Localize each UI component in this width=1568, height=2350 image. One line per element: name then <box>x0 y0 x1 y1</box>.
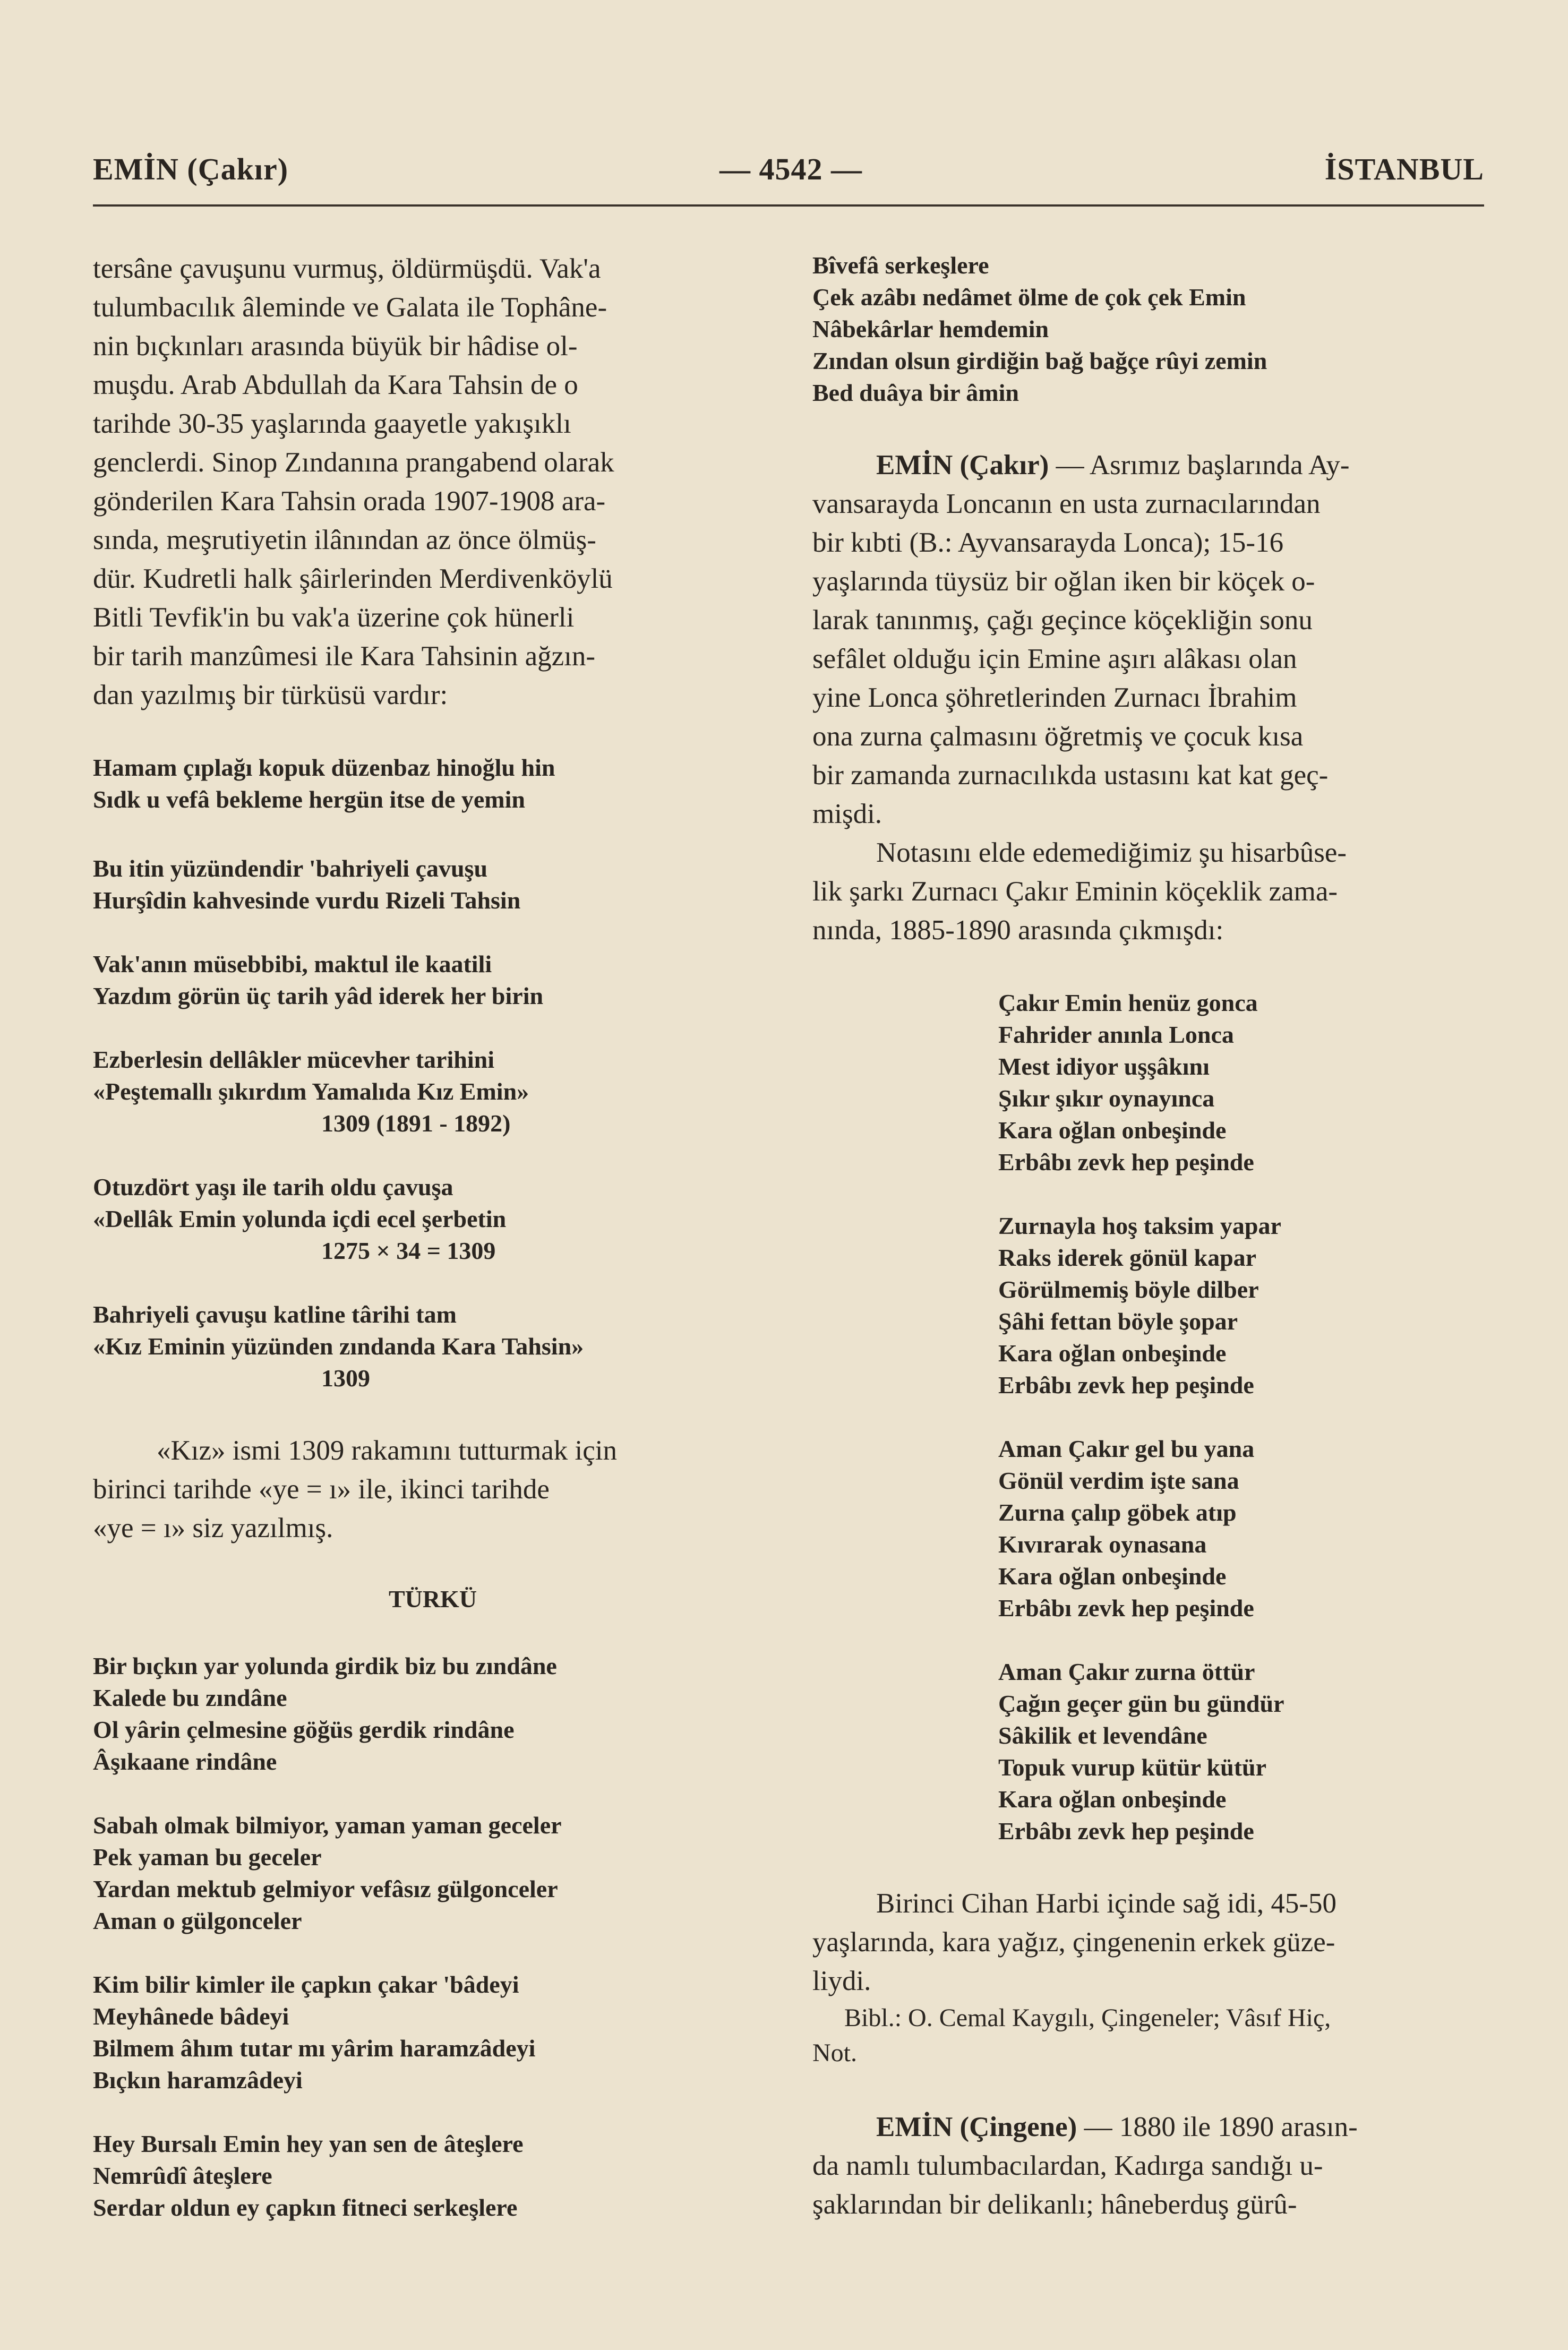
text-line: tarihde 30-35 yaşlarında gaayetle yakışıklı <box>93 408 571 439</box>
text-line: bir kıbti (B.: Ayvansarayda Lonca); 15-16 <box>812 527 1284 558</box>
turku-title: TÜRKÜ <box>388 1585 477 1613</box>
song-stanza <box>998 1210 1487 1401</box>
text-line: tulumbacılık âleminde ve Galata ile Tophâne- <box>93 292 607 323</box>
verse-line: Erbâbı zevk hep peşinde <box>998 1148 1254 1176</box>
text-line: tersâne çavuşunu vurmuş, öldürmüşdü. Vak'a <box>93 253 601 284</box>
verse-line: Vak'anın müsebbibi, maktul ile kaatili <box>93 950 492 977</box>
verse-line: Çakır Emin henüz gonca <box>998 989 1258 1016</box>
verse-line: Aman o gülgonceler <box>93 1907 302 1934</box>
text-line: nında, 1885-1890 arasında çıkmışdı: <box>812 915 1224 946</box>
verse-line: Bed duâya bir âmin <box>812 379 1019 406</box>
text-line: — 1880 ile 1890 arasın- <box>1084 2112 1358 2142</box>
verse-line: Hamam çıplağı kopuk düzenbaz hinoğlu hin <box>93 754 555 781</box>
text-line: mişdi. <box>812 799 882 829</box>
closing-paragraph <box>812 1884 1487 2001</box>
verse-line: Şâhi fettan böyle şopar <box>998 1308 1238 1335</box>
poem-stanza <box>93 853 773 916</box>
turku-stanza <box>93 2128 773 2224</box>
verse-line: Zurna çalıp göbek atıp <box>998 1499 1237 1526</box>
text-line: Birinci Cihan Harbi içinde sağ idi, 45-50 <box>876 1888 1336 1919</box>
verse-line: Yardan mektub gelmiyor vefâsız gülgonceler <box>93 1875 558 1902</box>
turku-stanza <box>93 1809 773 1937</box>
poem-stanza <box>93 1171 773 1267</box>
text-line: nin bıçkınları arasında büyük bir hâdise ol- <box>93 331 578 362</box>
text-line: gönderilen Kara Tahsin orada 1907-1908 ara- <box>93 486 606 517</box>
verse-line: Zından olsun girdiğin bağ bağçe rûyi zemin <box>812 347 1267 374</box>
poem-stanza <box>93 1044 773 1139</box>
verse-line: «Kız Eminin yüzünden zındanda Kara Tahsin» <box>93 1333 584 1360</box>
entry-heading: EMİN (Çingene) <box>876 2112 1077 2142</box>
song-stanza <box>998 1433 1487 1624</box>
verse-line: Erbâbı zevk hep peşinde <box>998 1594 1254 1622</box>
header-section: İSTANBUL <box>1324 152 1484 186</box>
poem-stanza <box>93 752 773 816</box>
verse-line: Âşıkaane rindâne <box>93 1748 277 1775</box>
text-line: dan yazılmış bir türküsü vardır: <box>93 680 448 710</box>
text-line: larak tanınmış, çağı geçince köçekliğin sonu <box>812 605 1313 636</box>
turku-stanza <box>93 1969 773 2096</box>
entry-heading: EMİN (Çakır) <box>876 450 1049 481</box>
verse-line: Gönül verdim işte sana <box>998 1467 1239 1494</box>
verse-line: Kalede bu zındâne <box>93 1684 287 1711</box>
text-line: Notasını elde edemediğimiz şu hisarbûse- <box>876 837 1347 868</box>
verse-line: Erbâbı zevk hep peşinde <box>998 1817 1254 1845</box>
verse-line: Ezberlesin dellâkler mücevher tarihini <box>93 1046 494 1073</box>
text-line: Bitli Tevfik'in bu vak'a üzerine çok hünerli <box>93 602 575 633</box>
verse-line: Hurşîdin kahvesinde vurdu Rizeli Tahsin <box>93 887 521 914</box>
verse-line: «Peştemallı şıkırdım Yamalıda Kız Emin» <box>93 1078 529 1105</box>
verse-line: Meyhânede bâdeyi <box>93 2003 289 2030</box>
verse-line: Çek azâbı nedâmet ölme de çok çek Emin <box>812 284 1246 311</box>
text-line: sefâlet olduğu için Emine aşırı alâkası olan <box>812 644 1297 674</box>
turku-continuation <box>812 250 1487 409</box>
verse-line: Zurnayla hoş taksim yapar <box>998 1212 1281 1239</box>
text-line: lik şarkı Zurnacı Çakır Eminin köçeklik zama- <box>812 876 1338 907</box>
song-stanza <box>998 1656 1487 1847</box>
chronogram-date: 1309 <box>321 1365 370 1392</box>
verse-line: Pek yaman bu geceler <box>93 1843 322 1871</box>
verse-line: Sâkilik et levendâne <box>998 1722 1207 1749</box>
text-line: bir zamanda zurnacılıkda ustasını kat kat geç- <box>812 760 1329 791</box>
verse-line: Bu itin yüzündendir 'bahriyeli çavuşu <box>93 855 488 882</box>
text-line: liydi. <box>812 1966 871 1996</box>
turku-poem <box>93 1650 773 2224</box>
verse-line: Yazdım görün üç tarih yâd iderek her birin <box>93 982 544 1009</box>
verse-line: Sabah olmak bilmiyor, yaman yaman geceler <box>93 1812 562 1839</box>
text-line: genclerdi. Sinop Zındanına prangabend olarak <box>93 447 614 478</box>
turku-stanza <box>93 1650 773 1778</box>
right-column <box>812 250 1487 2224</box>
verse-line: Ol yârin çelmesine göğüs gerdik rindâne <box>93 1716 515 1743</box>
verse-line: Bıçkın haramzâdeyi <box>93 2066 303 2094</box>
verse-line: Hey Bursalı Emin hey yan sen de âteşlere <box>93 2130 524 2157</box>
text-line: da namlı tulumbacılardan, Kadırga sandığı u- <box>812 2150 1323 2181</box>
text-line: yaşlarında, kara yağız, çingenenin erkek güze- <box>812 1927 1335 1958</box>
verse-line: Topuk vurup kütür kütür <box>998 1754 1267 1781</box>
text-line: Not. <box>812 2039 857 2067</box>
text-line: dür. Kudretli halk şâirlerinden Merdivenköylü <box>93 563 613 594</box>
verse-line: Fahrider anınla Lonca <box>998 1021 1234 1048</box>
text-line: — Asrımız başlarında Ay- <box>1056 450 1350 481</box>
verse-line: Nâbekârlar hemdemin <box>812 315 1049 342</box>
verse-line: Çağın geçer gün bu gündür <box>998 1690 1284 1717</box>
text-line: «ye = ı» siz yazılmış. <box>93 1513 333 1543</box>
text-line: yine Lonca şöhretlerinden Zurnacı İbrahim <box>812 682 1297 713</box>
running-header <box>93 151 1484 199</box>
verse-line: Kara oğlan onbeşinde <box>998 1563 1227 1590</box>
header-entry-title: EMİN (Çakır) <box>93 152 289 186</box>
verse-line: Kara oğlan onbeşinde <box>998 1340 1227 1367</box>
text-line: muşdu. Arab Abdullah da Kara Tahsin de o <box>93 370 578 400</box>
intro-paragraph <box>93 250 773 715</box>
verse-line: Şıkır şıkır oynayınca <box>998 1085 1215 1112</box>
verse-line: Bir bıçkın yar yolunda girdik biz bu zındâne <box>93 1652 557 1679</box>
text-line: şaklarından bir delikanlı; hâneberduş gürû- <box>812 2189 1297 2220</box>
verse-line: Bahriyeli çavuşu katline târihi tam <box>93 1301 457 1328</box>
verse-line: Görülmemiş böyle dilber <box>998 1276 1259 1303</box>
verse-line: Mest idiyor uşşâkını <box>998 1053 1210 1080</box>
verse-line: Bilmem âhım tutar mı yârim haramzâdeyi <box>93 2035 536 2062</box>
text-line: birinci tarihde «ye = ı» ile, ikinci tarihde <box>93 1474 550 1505</box>
text-line: bir tarih manzûmesi ile Kara Tahsinin ağzın- <box>93 641 596 672</box>
text-line: yaşlarında tüysüz bir oğlan iken bir köçek o- <box>812 566 1315 597</box>
verse-line: Sıdk u vefâ bekleme hergün itse de yemin <box>93 786 525 813</box>
verse-line: Aman Çakır zurna öttür <box>998 1658 1255 1685</box>
poem-stanza <box>93 948 773 1012</box>
verse-line: Raks iderek gönül kapar <box>998 1244 1257 1271</box>
verse-line: Nemrûdî âteşlere <box>93 2162 272 2189</box>
verse-line: Kara oğlan onbeşinde <box>998 1117 1227 1144</box>
verse-line: Otuzdört yaşı ile tarih oldu çavuşa <box>93 1173 453 1200</box>
verse-line: Aman Çakır gel bu yana <box>998 1435 1255 1462</box>
verse-line: Bîvefâ serkeşlere <box>812 252 989 279</box>
chronogram-date: 1309 (1891 - 1892) <box>321 1110 511 1137</box>
song-lyrics <box>812 987 1487 1847</box>
song-stanza <box>998 987 1487 1178</box>
chronogram-date: 1275 × 34 = 1309 <box>321 1237 496 1264</box>
entry-emin-cakir <box>812 446 1487 950</box>
verse-line: Kıvırarak oynasana <box>998 1531 1207 1558</box>
text-line: sında, meşrutiyetin ilânından az önce ölmüş- <box>93 525 596 555</box>
header-rule <box>93 204 1484 207</box>
chronogram-note <box>93 1431 773 1548</box>
poem-stanza <box>93 1299 773 1394</box>
text-line: vansarayda Loncanın en usta zurnacılarından <box>812 488 1321 519</box>
text-line: «Kız» ismi 1309 rakamını tutturmak için <box>157 1435 617 1466</box>
text-line: ona zurna çalmasını öğretmiş ve çocuk kısa <box>812 721 1304 752</box>
verse-line: «Dellâk Emin yolunda içdi ecel şerbetin <box>93 1205 507 1232</box>
verse-line: Erbâbı zevk hep peşinde <box>998 1371 1254 1399</box>
verse-line: Serdar oldun ey çapkın fitneci serkeşlere <box>93 2194 518 2221</box>
left-column <box>93 250 773 2224</box>
page-number: — 4542 — <box>719 152 862 186</box>
verse-line: Kara oğlan onbeşinde <box>998 1786 1227 1813</box>
text-line: Bibl.: O. Cemal Kaygılı, Çingeneler; Vâsıf Hiç, <box>844 2004 1331 2032</box>
entry-emin-cingene <box>812 2108 1487 2224</box>
bibliography <box>812 2001 1487 2071</box>
verse-line: Kim bilir kimler ile çapkın çakar 'bâdeyi <box>93 1971 519 1998</box>
